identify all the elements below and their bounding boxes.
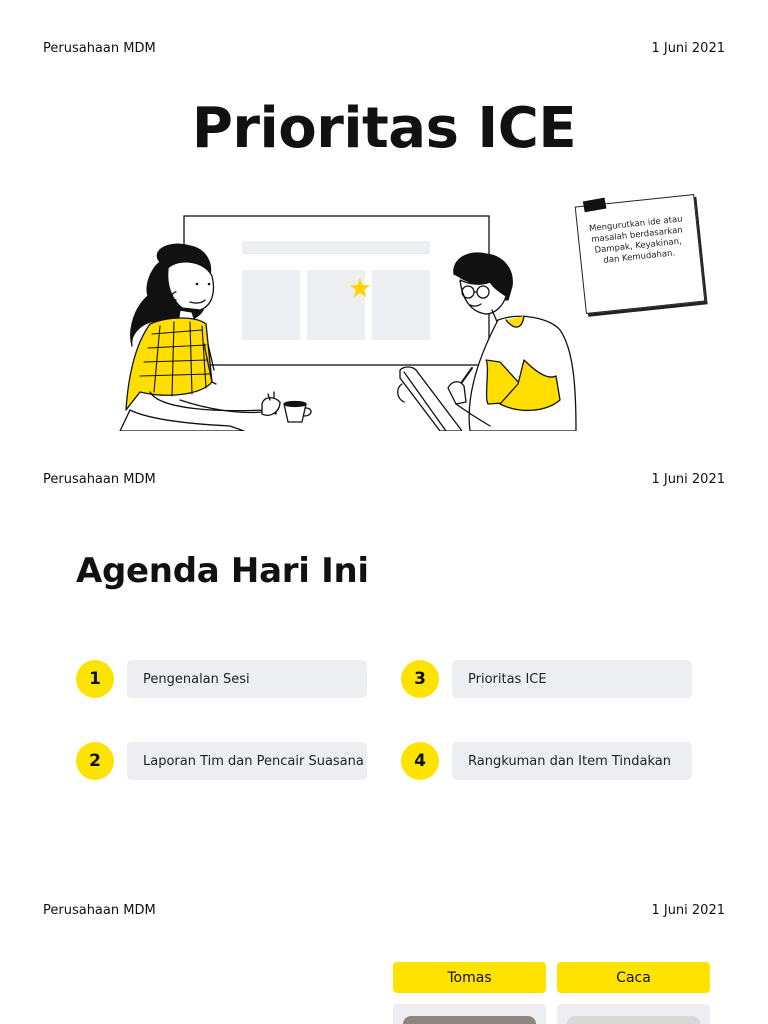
agenda-number: 2 (76, 742, 114, 780)
agenda-number: 1 (76, 660, 114, 698)
agenda-label: Laporan Tim dan Pencair Suasana (127, 742, 367, 780)
person-name-tag: Caca (557, 962, 710, 993)
agenda-number: 4 (401, 742, 439, 780)
board-header-bar (242, 241, 430, 254)
agenda-number: 3 (401, 660, 439, 698)
slide-title (0, 0, 768, 431)
person-photo (567, 1016, 700, 1024)
slide-date: 1 Juni 2021 (651, 903, 725, 918)
slide-date: 1 Juni 2021 (651, 41, 725, 56)
company-name: Perusahaan MDM (43, 472, 156, 487)
tape-icon (583, 198, 607, 213)
agenda-label: Prioritas ICE (452, 660, 692, 698)
sticky-note (575, 194, 706, 314)
agenda-title: Agenda Hari Ini (76, 551, 369, 591)
company-name: Perusahaan MDM (43, 41, 156, 56)
person-card (393, 1004, 546, 1024)
agenda-label: Rangkuman dan Item Tindakan (452, 742, 692, 780)
person-photo (403, 1016, 536, 1024)
company-name: Perusahaan MDM (43, 903, 156, 918)
board-card-3 (372, 270, 430, 340)
slide-agenda (0, 431, 768, 862)
person-card (557, 1004, 710, 1024)
board-card-2 (307, 270, 365, 340)
person-name-tag: Tomas (393, 962, 546, 993)
page-title: Prioritas ICE (191, 96, 577, 161)
slide-team (0, 862, 768, 1024)
board-card-1 (242, 270, 300, 340)
slide-date: 1 Juni 2021 (651, 472, 725, 487)
sticky-note-text: Mengurutkan ide atau masalah berdasarkan Dampak, Keyakinan, dan Kemudahan. (588, 214, 684, 266)
agenda-label: Pengenalan Sesi (127, 660, 367, 698)
